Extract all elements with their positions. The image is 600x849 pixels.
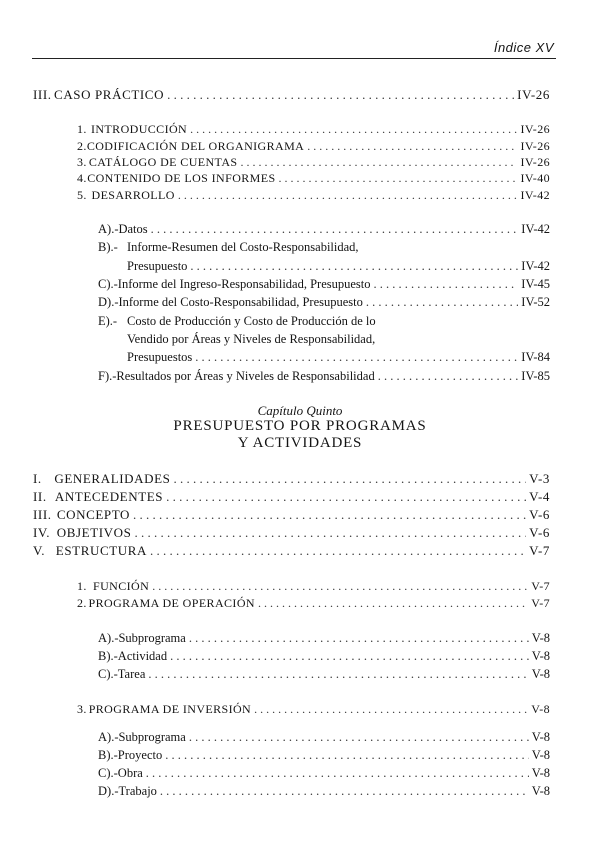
toc-number: D).- — [98, 784, 119, 798]
toc-page: V-8 — [531, 667, 550, 681]
leader-dots — [151, 223, 519, 236]
toc-page: V-7 — [531, 596, 550, 610]
toc-page: V-7 — [529, 543, 550, 558]
toc-number: C).- — [98, 277, 118, 291]
toc-title: Informe del Ingreso-Responsabilidad, Presupuesto — [117, 277, 371, 291]
toc-title: CONCEPTO — [56, 507, 131, 522]
toc-subitem-continuation — [127, 351, 550, 364]
toc-title: Subprograma — [118, 631, 186, 645]
toc-page: V-6 — [529, 525, 550, 540]
toc-subitem — [98, 315, 550, 328]
toc-page: V-8 — [531, 784, 550, 798]
toc-item — [77, 189, 550, 201]
toc-number: F).- — [98, 369, 117, 383]
toc-page: V-8 — [531, 766, 550, 780]
toc-page: IV-40 — [520, 171, 550, 185]
leader-dots — [146, 767, 529, 780]
toc-title: ANTECEDENTES — [54, 489, 164, 504]
leader-dots — [190, 260, 518, 273]
chapter-title-line1: PRESUPUESTO POR PROGRAMAS — [173, 418, 427, 434]
toc-number: C).- — [98, 766, 118, 780]
toc-title: OBJETIVOS — [56, 525, 132, 540]
chapter-label: Capítulo Quinto — [257, 403, 343, 418]
toc-title: Costo de Producción y Costo de Producción de lo — [127, 314, 376, 328]
toc-title: INTRODUCCIÓN — [90, 122, 188, 136]
toc-number: A).- — [98, 730, 119, 744]
toc-page: IV-26 — [517, 87, 550, 102]
toc-number: C).- — [98, 667, 118, 681]
toc-number: III. — [33, 507, 52, 522]
leader-dots — [189, 731, 529, 744]
leader-dots — [160, 785, 529, 798]
toc-number: 5. — [77, 188, 87, 202]
toc-subitem — [98, 731, 550, 744]
toc-subitem — [98, 278, 550, 291]
toc-page: V-4 — [529, 489, 550, 504]
chapter-title-line2: Y ACTIVIDADES — [237, 435, 363, 451]
toc-number: II. — [33, 489, 47, 504]
toc-item — [77, 703, 550, 715]
toc-number: D).- — [98, 295, 119, 309]
leader-dots — [174, 472, 527, 485]
toc-title: Vendido por Áreas y Niveles de Responsabilidad, — [127, 332, 376, 346]
toc-page: V-8 — [531, 748, 550, 762]
toc-subitem — [98, 650, 550, 663]
toc-title: Actividad — [117, 649, 168, 663]
toc-title: CODIFICACIÓN DEL ORGANIGRAMA — [86, 139, 305, 153]
leader-dots — [307, 140, 517, 152]
toc-subitem — [98, 223, 550, 236]
toc-number: 4. — [77, 171, 87, 185]
toc-subitem-continuation — [127, 333, 550, 346]
toc-number: B).- — [98, 748, 118, 762]
header-rule — [32, 58, 556, 59]
toc-page: IV-84 — [521, 350, 550, 364]
toc-title: Tarea — [117, 667, 146, 681]
leader-dots — [167, 88, 514, 101]
toc-title: ESTRUCTURA — [55, 543, 148, 558]
toc-item — [77, 597, 550, 609]
leader-dots — [135, 526, 527, 539]
toc-subitem — [98, 785, 550, 798]
toc-number: 3. — [77, 702, 87, 716]
toc-number: B).- — [98, 240, 118, 254]
toc-title: Subprograma — [118, 730, 186, 744]
toc-item — [77, 580, 550, 592]
toc-subitem — [98, 296, 550, 309]
toc-title: FUNCIÓN — [93, 579, 150, 593]
toc-number: A).- — [98, 631, 119, 645]
toc-page: IV-26 — [520, 155, 550, 169]
leader-dots — [189, 632, 529, 645]
toc-title: Presupuesto — [127, 259, 188, 273]
leader-dots — [148, 668, 528, 681]
toc-section — [33, 544, 550, 557]
toc-page: IV-42 — [521, 222, 550, 236]
toc-item — [77, 156, 550, 168]
leader-dots — [152, 580, 528, 592]
toc-title: CONTENIDO DE LOS INFORMES — [87, 171, 276, 185]
toc-title: DESARROLLO — [91, 188, 175, 202]
toc-page: V-6 — [529, 507, 550, 522]
toc-item — [77, 123, 550, 135]
toc-page: V-8 — [531, 730, 550, 744]
toc-number: I. — [33, 471, 42, 486]
toc-number: V. — [33, 543, 46, 558]
toc-number: 2. — [77, 596, 87, 610]
leader-dots — [378, 370, 519, 383]
toc-page: IV-26 — [520, 139, 550, 153]
toc-number: E).- — [98, 314, 118, 328]
toc-number: A).- — [98, 222, 119, 236]
toc-subitem — [98, 767, 550, 780]
leader-dots — [190, 123, 517, 135]
toc-number: III. — [33, 87, 52, 102]
leader-dots — [150, 544, 526, 557]
toc-number: 3. — [77, 155, 87, 169]
toc-page: V-8 — [531, 649, 550, 663]
toc-section — [33, 526, 550, 539]
leader-dots — [254, 703, 528, 715]
leader-dots — [279, 172, 518, 184]
toc-page: IV-42 — [521, 259, 550, 273]
toc-title: GENERALIDADES — [54, 471, 171, 486]
leader-dots — [133, 508, 526, 521]
toc-title: Resultados por Áreas y Niveles de Responsabilidad — [116, 369, 375, 383]
toc-page: IV-26 — [520, 122, 550, 136]
toc-title: CASO PRÁCTICO — [54, 87, 165, 102]
leader-dots — [165, 749, 528, 762]
toc-title: PROGRAMA DE OPERACIÓN — [88, 596, 255, 610]
toc-number: B).- — [98, 649, 118, 663]
leader-dots — [366, 296, 518, 309]
toc-subitem — [98, 370, 550, 383]
toc-section-caso-practico — [33, 88, 550, 101]
toc-title: Obra — [117, 766, 143, 780]
toc-title: Presupuestos — [127, 350, 193, 364]
toc-section — [33, 472, 550, 485]
toc-page: IV-42 — [520, 188, 550, 202]
toc-subitem — [98, 241, 550, 254]
toc-subitem — [98, 632, 550, 645]
toc-title: Informe del Costo-Responsabilidad, Presupuesto — [118, 295, 363, 309]
toc-number: 2. — [77, 139, 87, 153]
toc-title: Datos — [118, 222, 148, 236]
leader-dots — [170, 650, 529, 663]
toc-page: IV-45 — [521, 277, 550, 291]
toc-title: Proyecto — [117, 748, 163, 762]
running-head: Índice XV — [493, 40, 554, 55]
toc-title: CATÁLOGO DE CUENTAS — [88, 155, 238, 169]
toc-page: V-8 — [531, 702, 550, 716]
leader-dots — [240, 156, 517, 168]
toc-page: V-7 — [531, 579, 550, 593]
leader-dots — [258, 597, 528, 609]
toc-title: Informe-Resumen del Costo-Responsabilidad, — [127, 240, 359, 254]
toc-title: Trabajo — [118, 784, 157, 798]
toc-page: V-3 — [529, 471, 550, 486]
toc-item — [77, 172, 550, 184]
toc-number: 1. — [77, 579, 87, 593]
toc-number: IV. — [33, 525, 51, 540]
toc-title: PROGRAMA DE INVERSIÓN — [88, 702, 252, 716]
toc-page: V-8 — [531, 631, 550, 645]
toc-item — [77, 140, 550, 152]
leader-dots — [374, 278, 519, 291]
toc-subitem — [98, 668, 550, 681]
toc-section — [33, 508, 550, 521]
toc-section — [33, 490, 550, 503]
toc-subitem-continuation — [127, 260, 550, 273]
leader-dots — [178, 189, 518, 201]
toc-number: 1. — [77, 122, 87, 136]
leader-dots — [166, 490, 526, 503]
leader-dots — [195, 351, 518, 364]
toc-subitem — [98, 749, 550, 762]
toc-page: IV-85 — [521, 369, 550, 383]
toc-page: IV-52 — [521, 295, 550, 309]
